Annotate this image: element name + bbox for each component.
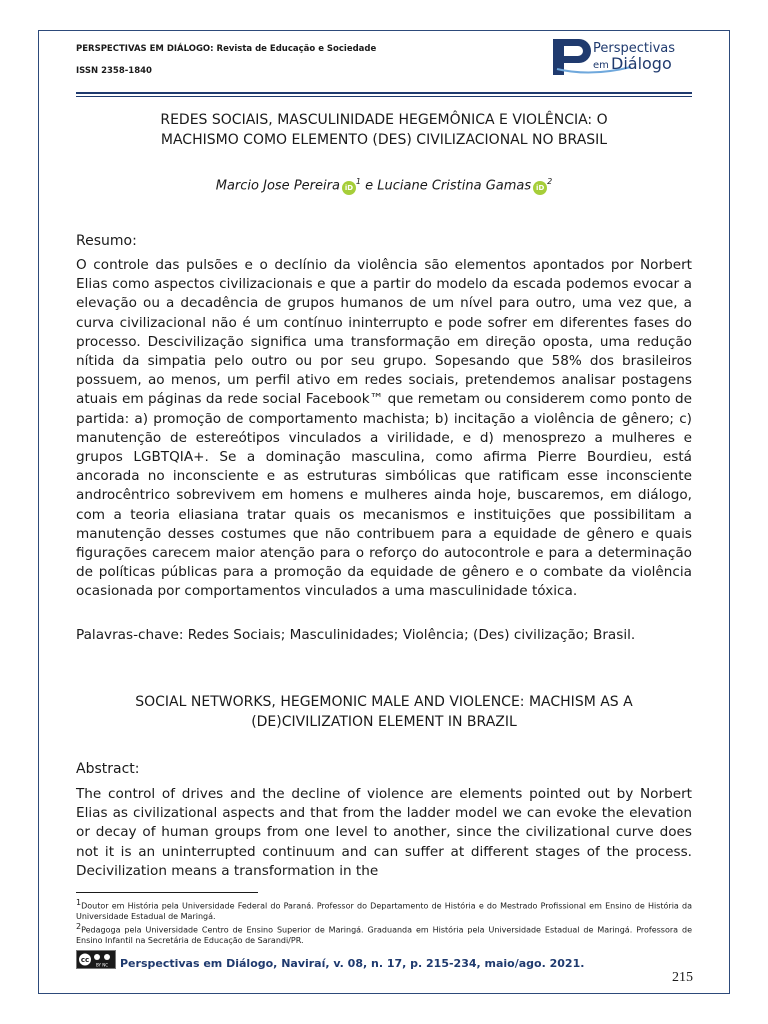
footnote-rule [76, 892, 258, 893]
author-2-footnote-mark: 2 [547, 177, 553, 186]
footnote-2 [76, 922, 692, 947]
author-1: Marcio Jose Pereira [215, 178, 340, 194]
footnote-2-mark: 2 [76, 922, 82, 931]
journal-name: PERSPECTIVAS EM DIÁLOGO: Revista de Educação e Sociedade [76, 44, 377, 54]
keywords: Palavras-chave: Redes Sociais; Masculinidades; Violência; (Des) civilização; Brasil. [76, 627, 636, 643]
title-en-line2: (DE)CIVILIZATION ELEMENT IN BRAZIL [251, 714, 517, 730]
logo-line2-small: em [593, 60, 609, 71]
resumo-text: O controle das pulsões e o declínio da violência são elementos apontados por Norbert Elias como aspectos civilizacionais e que a partir do modelo da escada podemos evocar a elevação ou a decadência de grupos humanos de um nível para outro, uma vez que, a curva civilizacional não é um contínuo ininterrupto e pode sofrer em diferentes fases do processo. Descivilização significa uma transformação em direção oposta, uma redução nítida da simpatia pelo outro ou por seu grupo. Sopesando que 58% dos brasileiros possuem, ao menos, um perfil ativo em redes sociais, pretendemos analisar postagens atuais em páginas da rede social Facebook™ que remetam ou considerem como ponto de partida: a) promoção de comportamento machista; b) incitação a violência de gênero; c) manutenção de estereótipos vinculados a virilidade, e d) menosprezo a mulheres e grupos LGBTQIA+. Se a dominação masculina, como afirma Pierre Bourdieu, está ancorada no inconsciente e as estruturas simbólicas que ratificam esse inconsciente androcêntrico sobrevivem em homens e mulheres ainda hoje, buscaremos, em diálogo, com a teoria eliasiana tratar quais os mecanismos e instituições que possibilitam a manutenção desses costumes que não contribuem para a equidade de gênero e quais figurações carecem maior atenção para o reforço do autocontrole e para a determinação de políticas públicas para a promoção da equidade de gênero e o combate da violência ocasionada por comportamentos vinculados a uma masculinidade tóxica. [76, 257, 692, 600]
author-2: Luciane Cristina Gamas [377, 178, 532, 194]
author-connector: e [361, 178, 378, 194]
keywords-label: Palavras-chave [76, 627, 179, 643]
article-title-pt [76, 110, 692, 150]
header-rule [76, 92, 692, 94]
footnote-1 [76, 898, 692, 923]
footnote-1-mark: 1 [76, 898, 82, 907]
header-rule-thin [76, 96, 692, 97]
title-pt-line1: REDES SOCIAIS, MASCULINIDADE HEGEMÔNICA E VIOLÊNCIA: O [160, 112, 608, 128]
footnote-2-text: Pedagoga pela Universidade Centro de Ensino Superior de Maringá. Graduanda em História pela Universidade Estadual de Maringá. Professora de Ensino Infantil na Secretária de Educação de Sarandi/PR. [76, 925, 692, 946]
cc-by-nc-icon[interactable] [76, 950, 116, 969]
footnote-1-text: Doutor em História pela Universidade Federal do Paraná. Professor do Departamento de História e do Mestrado Profissional em Ensino de História da Universidade Estadual de Maringá. [76, 901, 692, 922]
authors [76, 173, 692, 195]
resumo-heading: Resumo: [76, 233, 137, 249]
svg-text:cc: cc [80, 956, 90, 964]
journal-issn: ISSN 2358-1840 [76, 66, 152, 76]
logo-line2-big: Diálogo [611, 54, 672, 73]
orcid-icon[interactable]: iD [342, 181, 356, 195]
author-1-footnote-mark: 1 [355, 177, 362, 186]
journal-logo [551, 37, 701, 77]
orcid-icon[interactable]: iD [533, 181, 547, 195]
abstract-text: The control of drives and the decline of violence are elements pointed out by Norbert Elias as civilizational aspects and that from the ladder model we can evoke the elevation or decay of human groups from one level to another, since the civilizational curve does not it is an uninterrupted continuum and can suffer at different stages of the process. Decivilization means a transformation in the [76, 786, 692, 879]
keywords-text: Redes Sociais; Masculinidades; Violência; (Des) civilização; Brasil. [187, 627, 636, 643]
citation: Perspectivas em Diálogo, Naviraí, v. 08, n. 17, p. 215-234, maio/ago. 2021. [120, 957, 585, 970]
title-pt-line2: MACHISMO COMO ELEMENTO (DES) CIVILIZACIONAL NO BRASIL [160, 132, 608, 148]
svg-text:BY NC: BY NC [95, 962, 109, 968]
page-number: 215 [672, 970, 693, 985]
article-title-en [76, 692, 692, 732]
logo-line1: Perspectivas [593, 41, 676, 56]
abstract-heading: Abstract: [76, 761, 140, 777]
title-en-line1: SOCIAL NETWORKS, HEGEMONIC MALE AND VIOLENCE: MACHISM AS A [135, 694, 633, 710]
